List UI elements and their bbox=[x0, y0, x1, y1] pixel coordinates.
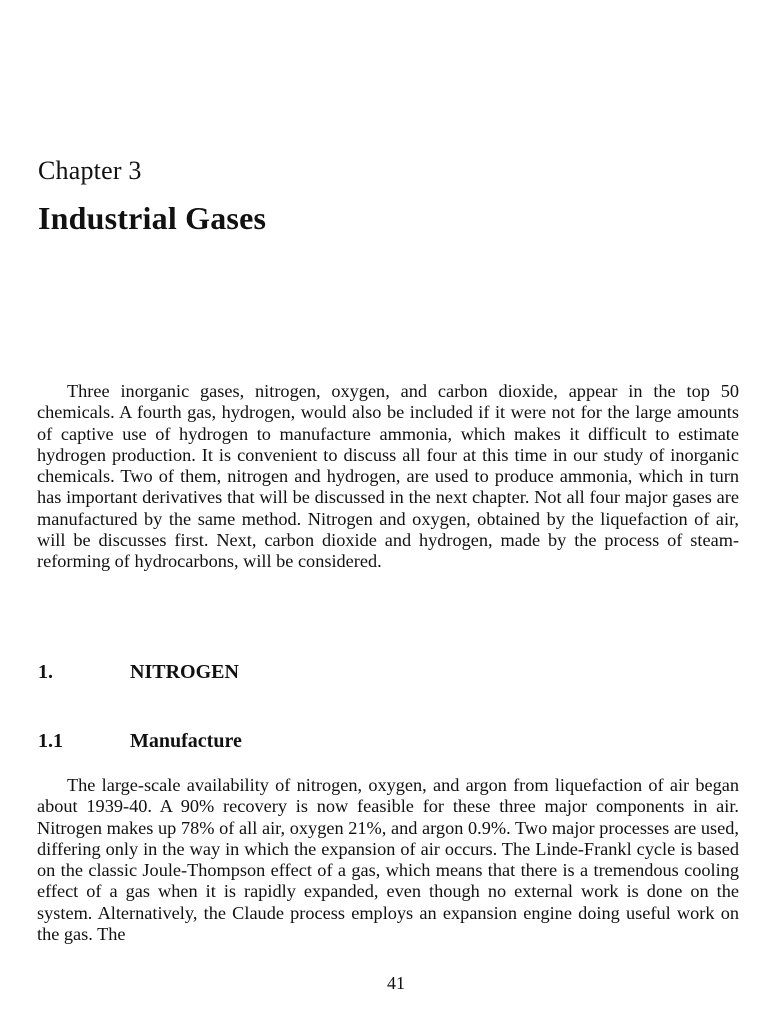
intro-paragraph: Three inorganic gases, nitrogen, oxygen, and carbon dioxide, appear in the top 50 chemicals. A fourth gas, hydrogen, would also be included if it were not for the large amounts of captive use of hydrogen to manufacture ammonia, which makes it difficult to estimate hydrogen production. It is convenient to discuss all four at this time in our study of inorganic chemicals. Two of them, nitrogen and hydrogen, are used to produce ammonia, which in turn has important derivatives that will be discussed in the next chapter. Not all four major gases are manufactured by the same method. Nitrogen and oxygen, obtained by the liquefaction of air, will be discusses first. Next, carbon dioxide and hydrogen, made by the process of steam-reforming of hydrocarbons, will be considered. bbox=[37, 381, 739, 572]
section-number: 1. bbox=[38, 661, 53, 683]
manufacture-paragraph: The large-scale availability of nitrogen, oxygen, and argon from liquefaction of air began about 1939-40. A 90% recovery is now feasible for these three major components in air. Nitrogen makes up 78% of all air, oxygen 21%, and argon 0.9%. Two major processes are used, differing only in the way in which the expansion of air occurs. The Linde-Frankl cycle is based on the classic Joule-Thompson effect of a gas, which means that there is a tremendous cooling effect of a gas when it is rapidly expanded, even though no external work is done on the system. Alternatively, the Claude process employs an expansion engine doing useful work on the gas. The bbox=[37, 775, 739, 945]
subsection-title: Manufacture bbox=[130, 730, 242, 752]
subsection-heading-manufacture bbox=[38, 730, 242, 753]
chapter-title: Industrial Gases bbox=[38, 200, 267, 236]
section-title: NITROGEN bbox=[130, 661, 239, 683]
chapter-label: Chapter 3 bbox=[38, 156, 142, 185]
page-number: 41 bbox=[387, 973, 405, 993]
subsection-number: 1.1 bbox=[38, 730, 63, 752]
section-heading-nitrogen bbox=[38, 661, 239, 684]
